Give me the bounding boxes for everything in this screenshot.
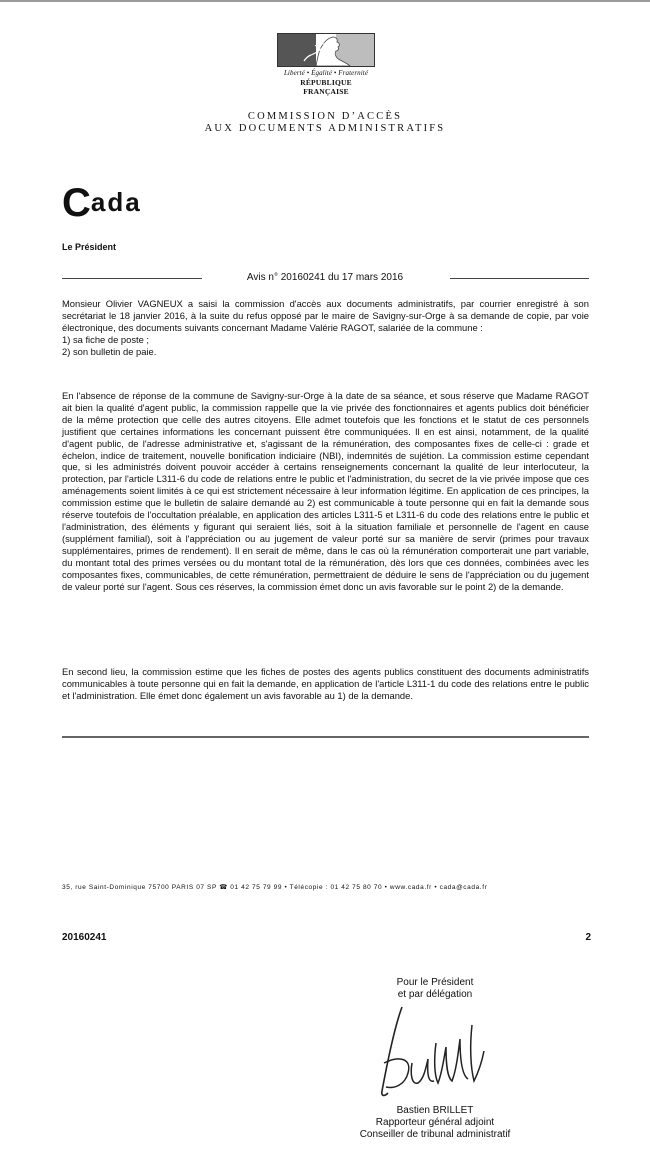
paragraph-introduction xyxy=(62,298,589,358)
document-reference: 20160241 xyxy=(62,932,107,943)
handwritten-signature xyxy=(372,1003,502,1103)
commission-title-line1: COMMISSION D’ACCÈS xyxy=(247,111,403,122)
list-item: 2) son bulletin de paie. xyxy=(62,345,157,357)
avis-title: Avis n° 20160241 du 17 mars 2016 xyxy=(246,272,404,283)
president-title: Le Président xyxy=(62,242,117,252)
signature-delegation xyxy=(330,977,540,1001)
signature-line1: Pour le Président xyxy=(396,977,474,988)
list-item: 1) sa fiche de poste ; xyxy=(62,333,150,345)
paragraph-2-text: En l'absence de réponse de la commune de Savigny-sur-Orge à la date de sa séance, et sous réserve que Madame RAGOT ait bien la qualité d'agent public, la commission rappelle que la vie privée des fonctionnaires et agents publics doit bénéficier de la même protection que celle des autres citoyens. Elle admet toutefois que les fonctions et le statut de ces personnels justifient que certaines informations les concernant puissent être communiquées. Il en est ainsi, notamment, de la qualité d'agent public, de l'adresse administrative et, s'agissant de la rémunération, des composantes fixes de celle-ci : grade et échelon, indice de traitement, nouvelle bonification indiciaire (NBI), indemnités de sujétion. La commission estime cependant que, si les administrés doivent pouvoir accéder à certains renseignements concernant la qualité de leur interlocuteur, la protection, par l'article L311-6 du code de relations entre le public et l'administration, du secret de la vie privée impose que ces aménagements soient limités à ce qui est strictement nécessaire à leur information légitime. En application de ces principes, la commission estime que le bulletin de salaire demandé au 2) est communicable à toute personne qui en fait la demande sous réserve toutefois de l'occultation préalable, en application des articles L311-5 et L311-6 du code des relations entre le public et l'administration, des éléments y figurant qui seraient liés, soit à la situation familiale et personnelle de l'agent en cause (supplément familial), soit à l'appréciation ou au jugement de valeur porté sur sa manière de servir (primes pour travaux supplémentaires, primes de rendement). Il en serait de même, dans le cas où la rémunération comporterait une part variable, du montant total des primes versées ou du montant total de la rémunération, dès lors que ces données, combinées avec les composantes fixes, communicables, de cette rémunération, permettraient de déduire le sens de l'appréciation ou du jugement de valeur porté sur l'agent. Sous ces réserves, la commission émet donc un avis favorable sur le point 2) de la demande. xyxy=(62,390,589,592)
cada-logo xyxy=(62,183,142,223)
cada-logo-rest: ada xyxy=(90,187,142,217)
signatory-name: Bastien BRILLET xyxy=(396,1105,474,1116)
republique-francaise-emblem xyxy=(277,33,375,96)
emblem-republic: RÉPUBLIQUE FRANÇAISE xyxy=(300,78,352,96)
page-number: 2 xyxy=(585,932,591,943)
signature-line2: et par délégation xyxy=(397,989,473,1000)
paragraph-1-text: Monsieur Olivier VAGNEUX a saisi la commission d'accès aux documents administratifs, par courrier enregistré à son secrétariat le 18 janvier 2016, à la suite du refus opposé par le maire de Savigny-sur-Orge à sa demande de copie, par voie électronique, des documents suivants concernant Madame Valérie RAGOT, salariée de la commune : xyxy=(62,298,589,333)
emblem-motto: Liberté • Égalité • Fraternité xyxy=(283,69,369,77)
marianne-logo-icon xyxy=(277,33,375,67)
signatory-block xyxy=(330,1105,540,1141)
paragraph-3-text: En second lieu, la commission estime que les fiches de postes des agents publics constituent des documents administratifs communicables à toute personne qui en fait la demande, en application de l'article L311-1 du code des relations entre le public et l'administration. Elle émet donc également un avis favorable au 1) de la demande. xyxy=(62,666,589,701)
cada-logo-initial: C xyxy=(62,181,91,225)
top-border-line xyxy=(0,0,650,2)
footer-address: 35, rue Saint-Dominique 75700 PARIS 07 SP ☎ 01 42 75 79 99 • Télécopie : 01 42 75 80 70 • www.cada.fr • cada@cada.fr xyxy=(62,884,488,891)
bottom-divider xyxy=(62,736,589,738)
signatory-role1: Rapporteur général adjoint xyxy=(375,1117,495,1128)
commission-title-line2: AUX DOCUMENTS ADMINISTRATIFS xyxy=(204,123,446,134)
signatory-role2: Conseiller de tribunal administratif xyxy=(359,1129,511,1140)
